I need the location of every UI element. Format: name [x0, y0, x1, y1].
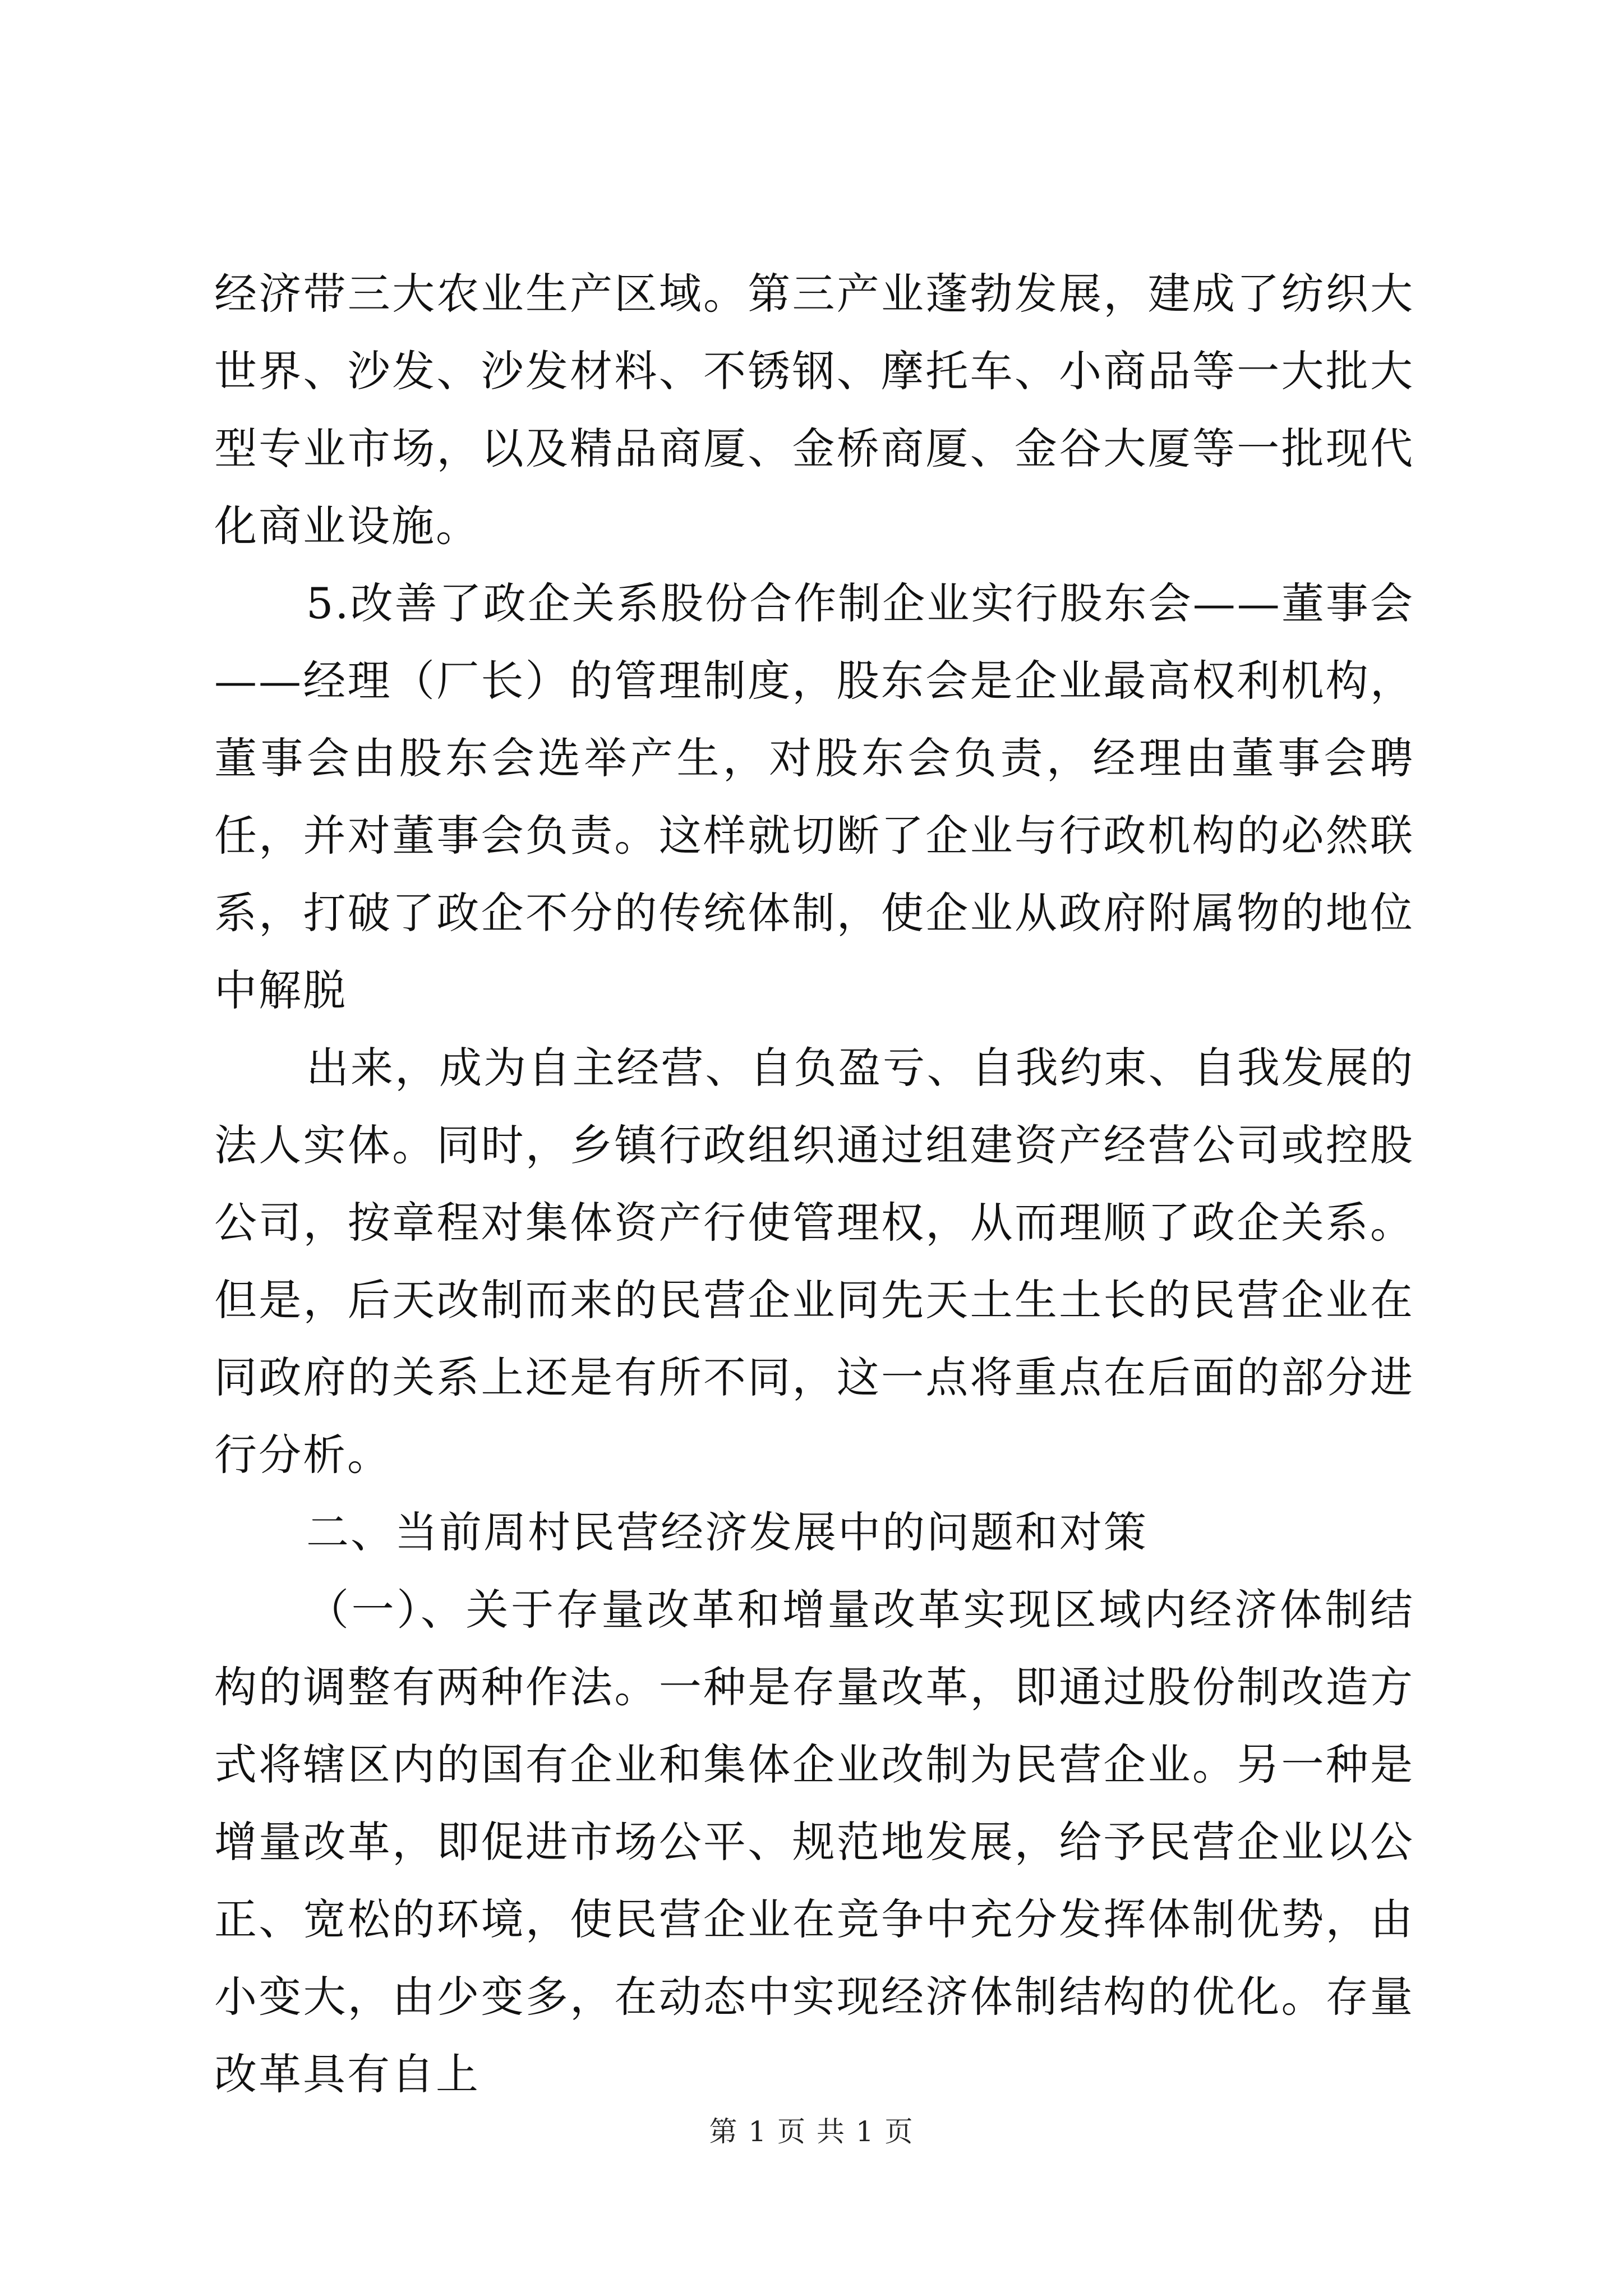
paragraph-tertiary-industry: 经济带三大农业生产区域。第三产业蓬勃发展，建成了纺织大世界、沙发、沙发材料、不锈钢、摩托车、小商品等一大批大型专业市场，以及精品商厦、金桥商厦、金谷大厦等一批现代化商业设施。	[214, 269, 1414, 551]
paragraph-legal-entity: 出来，成为自主经营、自负盈亏、自我约束、自我发展的法人实体。同时，乡镇行政组织通过组建资产经营公司或控股公司，按章程对集体资产行使管理权，从而理顺了政企关系。但是，后天改制而来的民营企业同先天土生土长的民营企业在同政府的关系上还是有所不同，这一点将重点在后面的部分进行分析。	[214, 1043, 1414, 1480]
document-body	[214, 255, 1414, 2113]
paragraph-stock-and-incremental-reform: （一）、关于存量改革和增量改革实现区域内经济体制结构的调整有两种作法。一种是存量改革，即通过股份制改造方式将辖区内的国有企业和集体企业改制为民营企业。另一种是增量改革，即促进市场公平、规范地发展，给予民营企业以公正、宽松的环境，使民营企业在竞争中充分发挥体制优势，由小变大，由少变多，在动态中实现经济体制结构的优化。存量改革具有自上	[214, 1585, 1414, 2099]
section-heading-problems-and-countermeasures: 二、当前周村民营经济发展中的问题和对策	[306, 1507, 1148, 1557]
paragraph-government-enterprise-relations: 5.改善了政企关系股份合作制企业实行股东会——董事会——经理（厂长）的管理制度，股东会是企业最高权利机构，董事会由股东会选举产生，对股东会负责，经理由董事会聘任，并对董事会负责。这样就切断了企业与行政机构的必然联系，打破了政企不分的传统体制，使企业从政府附属物的地位中解脱	[214, 578, 1414, 1015]
page-footer: 第 1 页 共 1 页	[709, 2115, 914, 2148]
